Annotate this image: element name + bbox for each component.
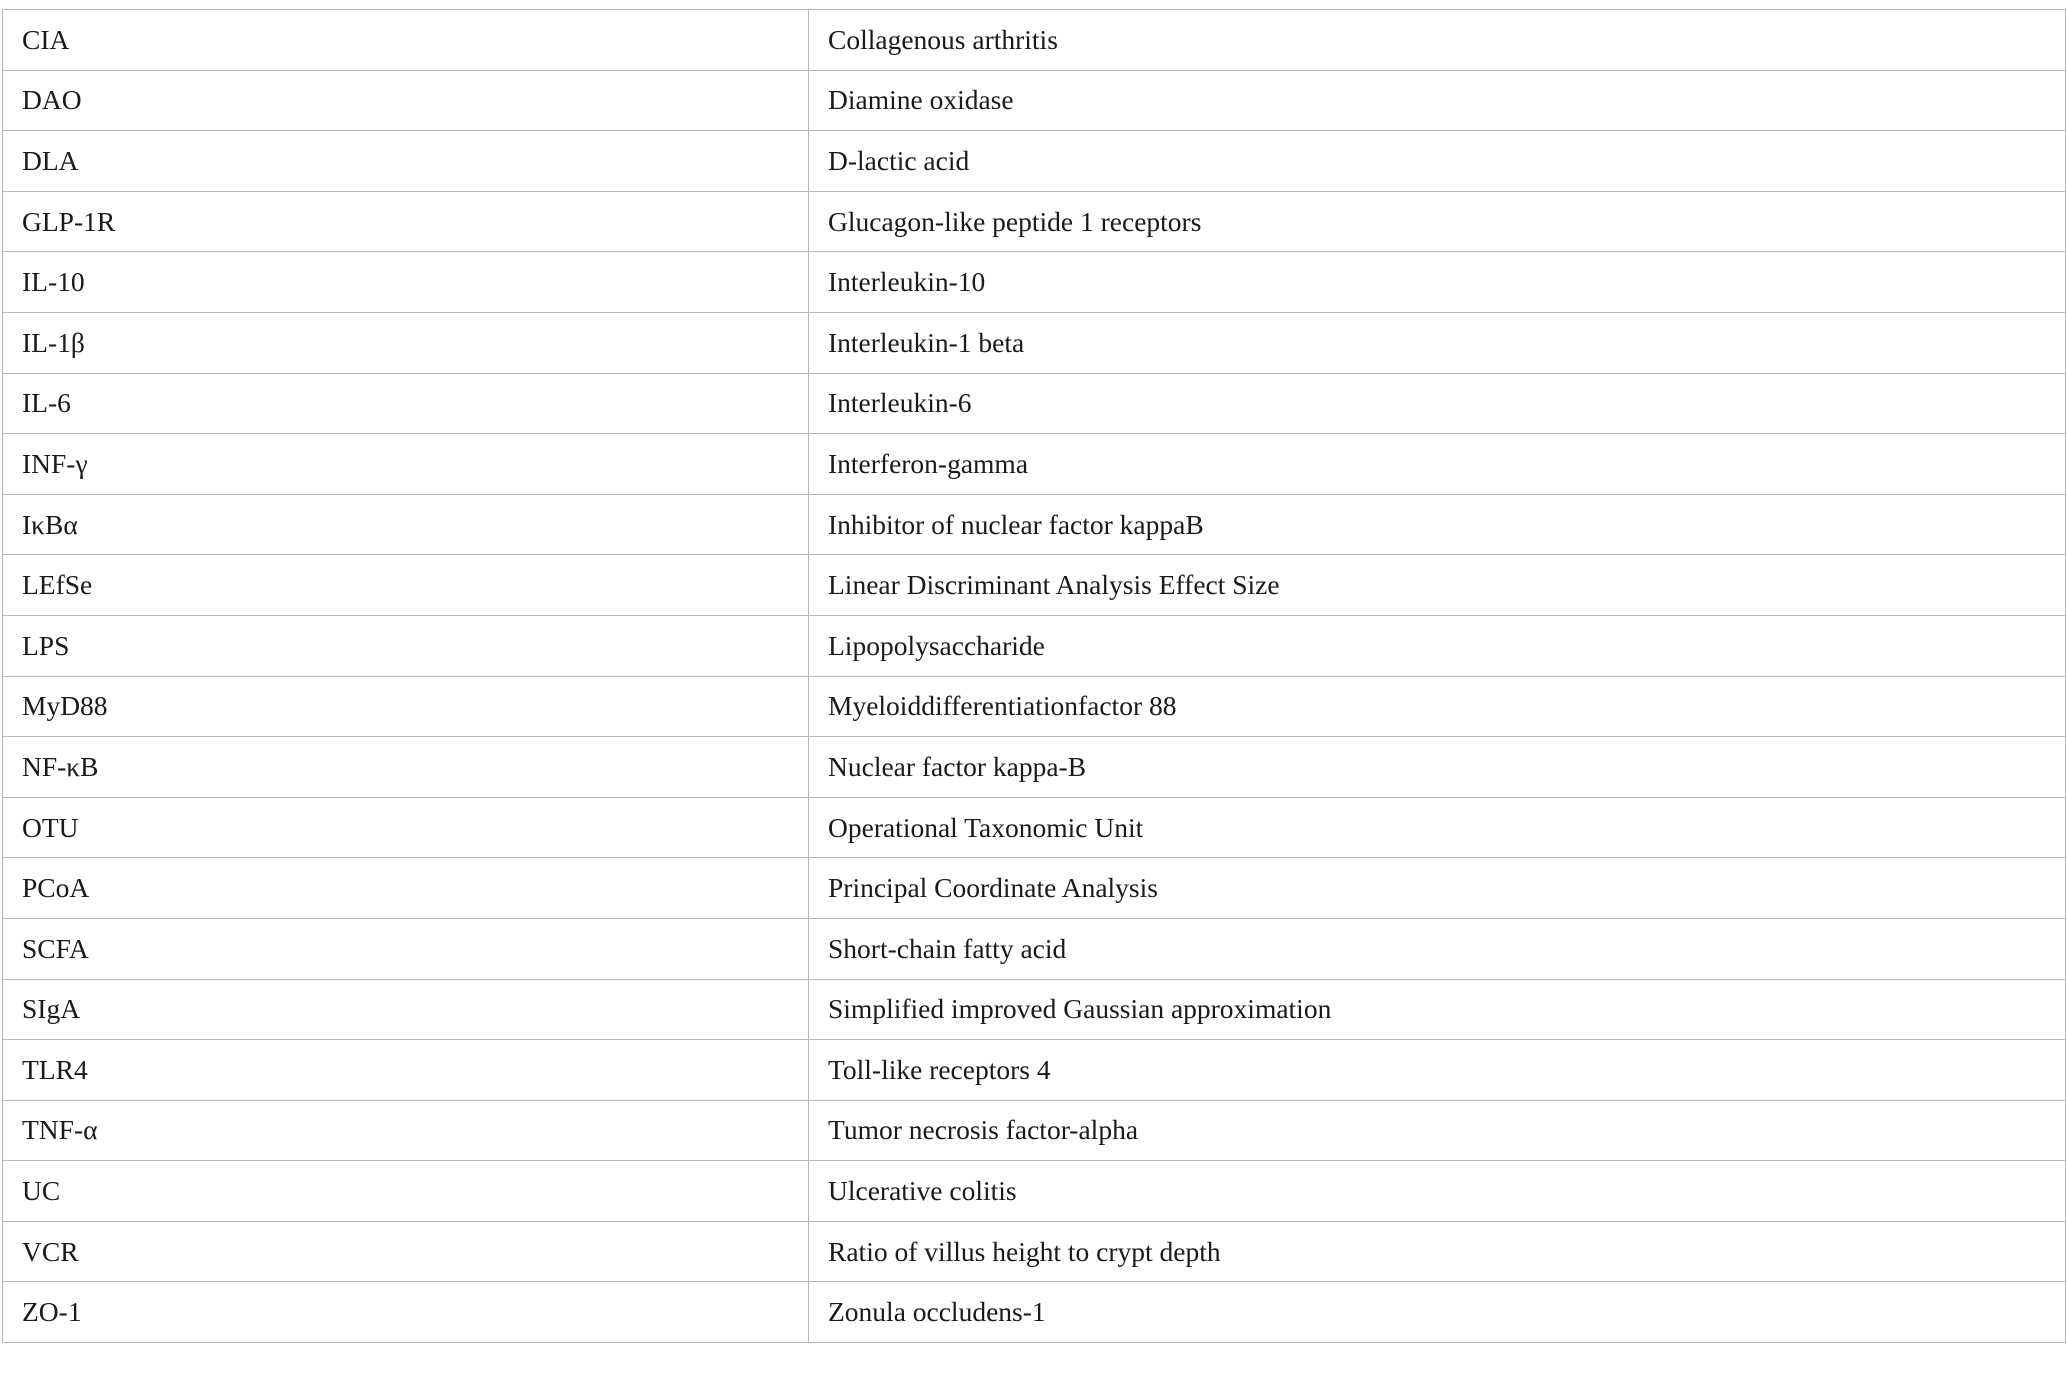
table-row: [3, 70, 2066, 131]
table-row: [3, 191, 2066, 252]
table-row: [3, 494, 2066, 555]
table-row: [3, 373, 2066, 434]
abbreviation-cell: PCoA: [3, 858, 809, 919]
definition-cell: Linear Discriminant Analysis Effect Size: [809, 555, 2066, 616]
definition-cell: Tumor necrosis factor-alpha: [809, 1100, 2066, 1161]
abbreviation-cell: IL-1β: [3, 312, 809, 373]
table-row: [3, 10, 2066, 71]
table-row: [3, 797, 2066, 858]
abbreviation-cell: SCFA: [3, 918, 809, 979]
abbreviation-cell: IL-6: [3, 373, 809, 434]
abbreviation-cell: LPS: [3, 615, 809, 676]
table-row: [3, 1040, 2066, 1101]
definition-cell: Principal Coordinate Analysis: [809, 858, 2066, 919]
abbreviation-cell: DLA: [3, 131, 809, 192]
abbreviations-table-body: [3, 10, 2066, 1343]
abbreviation-cell: SIgA: [3, 979, 809, 1040]
table-row: [3, 1161, 2066, 1222]
definition-cell: Interleukin-6: [809, 373, 2066, 434]
abbreviation-cell: ZO-1: [3, 1282, 809, 1343]
definition-cell: Ulcerative colitis: [809, 1161, 2066, 1222]
definition-cell: Inhibitor of nuclear factor kappaB: [809, 494, 2066, 555]
table-row: [3, 1282, 2066, 1343]
definition-cell: Operational Taxonomic Unit: [809, 797, 2066, 858]
definition-cell: Interleukin-10: [809, 252, 2066, 313]
abbreviation-cell: NF-κB: [3, 737, 809, 798]
table-row: [3, 918, 2066, 979]
abbreviation-cell: LEfSe: [3, 555, 809, 616]
table-row: [3, 555, 2066, 616]
table-row: [3, 737, 2066, 798]
abbreviation-cell: INF-γ: [3, 434, 809, 495]
definition-cell: Short-chain fatty acid: [809, 918, 2066, 979]
abbreviation-cell: TLR4: [3, 1040, 809, 1101]
definition-cell: Collagenous arthritis: [809, 10, 2066, 71]
definition-cell: Diamine oxidase: [809, 70, 2066, 131]
abbreviation-cell: CIA: [3, 10, 809, 71]
definition-cell: Nuclear factor kappa-B: [809, 737, 2066, 798]
abbreviation-cell: TNF-α: [3, 1100, 809, 1161]
definition-cell: Myeloiddifferentiationfactor 88: [809, 676, 2066, 737]
definition-cell: Lipopolysaccharide: [809, 615, 2066, 676]
table-row: [3, 312, 2066, 373]
table-row: [3, 979, 2066, 1040]
definition-cell: Zonula occludens-1: [809, 1282, 2066, 1343]
abbreviation-cell: DAO: [3, 70, 809, 131]
table-row: [3, 131, 2066, 192]
definition-cell: Toll-like receptors 4: [809, 1040, 2066, 1101]
table-row: [3, 1100, 2066, 1161]
definition-cell: Interferon-gamma: [809, 434, 2066, 495]
definition-cell: Interleukin-1 beta: [809, 312, 2066, 373]
table-row: [3, 434, 2066, 495]
abbreviation-cell: VCR: [3, 1221, 809, 1282]
abbreviation-cell: UC: [3, 1161, 809, 1222]
definition-cell: Simplified improved Gaussian approximation: [809, 979, 2066, 1040]
definition-cell: Glucagon-like peptide 1 receptors: [809, 191, 2066, 252]
abbreviation-cell: IκBα: [3, 494, 809, 555]
abbreviation-cell: MyD88: [3, 676, 809, 737]
abbreviation-cell: OTU: [3, 797, 809, 858]
definition-cell: D-lactic acid: [809, 131, 2066, 192]
table-row: [3, 252, 2066, 313]
abbreviation-cell: GLP-1R: [3, 191, 809, 252]
table-row: [3, 858, 2066, 919]
table-row: [3, 1221, 2066, 1282]
table-row: [3, 676, 2066, 737]
definition-cell: Ratio of villus height to crypt depth: [809, 1221, 2066, 1282]
table-row: [3, 615, 2066, 676]
abbreviation-cell: IL-10: [3, 252, 809, 313]
abbreviations-table: [2, 9, 2066, 1343]
